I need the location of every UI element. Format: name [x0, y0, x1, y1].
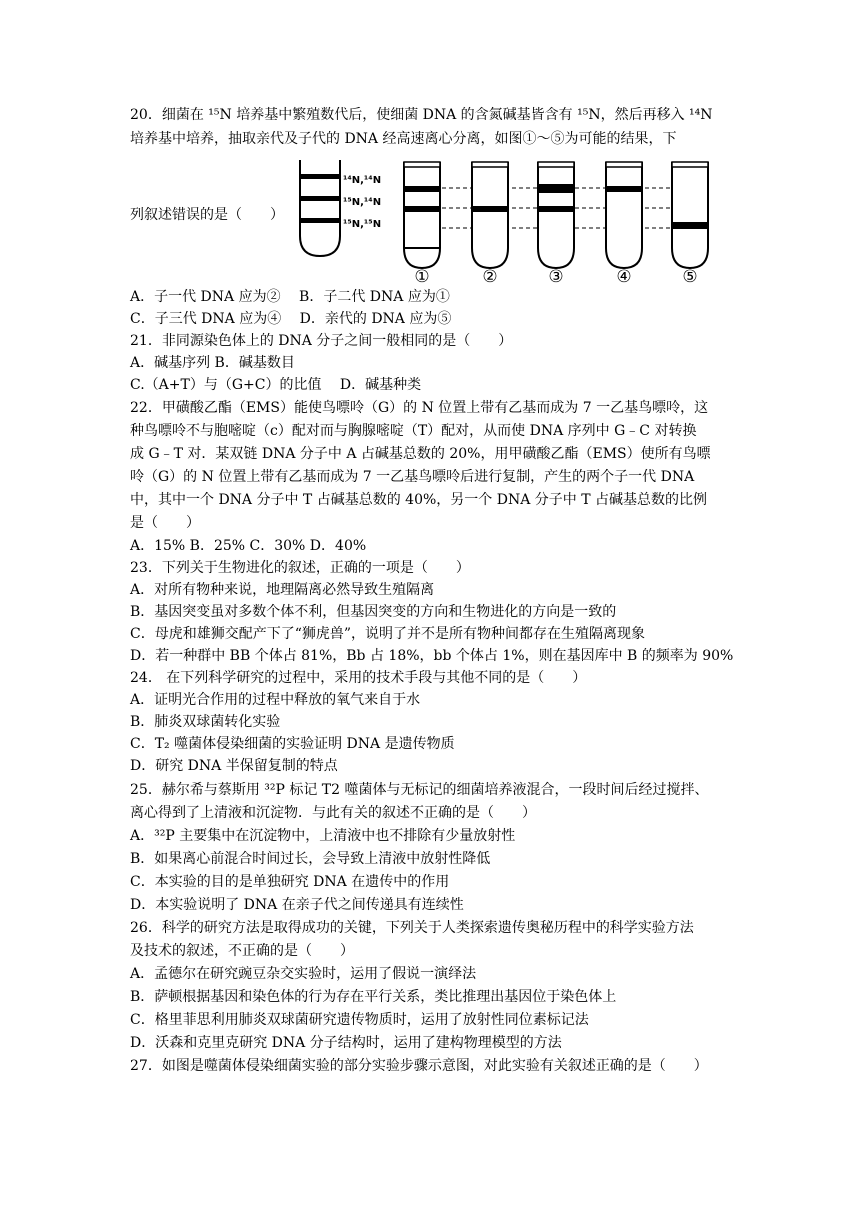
q23-option-c: C．母虎和雄狮交配产下了“狮虎兽”，说明了并不是所有物种间都存在生殖隔离现象 — [130, 626, 646, 642]
q25-line-2: 离心得到了上清液和沉淀物．与此有关的叙述不正确的是（ ） — [130, 805, 536, 821]
band-15n14n — [300, 196, 340, 201]
q24-option-d: D．研究 DNA 半保留复制的特点 — [130, 758, 338, 774]
q25-option-d: D．本实验说明了 DNA 在亲子代之间传递具有连续性 — [130, 897, 464, 913]
q26-option-a: A．孟德尔在研究豌豆杂交实验时，运用了假说一演绎法 — [130, 966, 477, 982]
tube-label-5: ⑤ — [682, 267, 698, 284]
band-15n15n — [300, 218, 340, 223]
q27-stem: 27．如图是噬菌体侵染细菌实验的部分实验步骤示意图，对此实验有关叙述正确的是（ ） — [130, 1058, 708, 1074]
band-label-3: ¹⁵N,¹⁵N — [343, 219, 382, 230]
tube-2 — [472, 162, 508, 268]
q26-option-c: C．格里菲思利用肺炎双球菌研究遗传物质时，运用了放射性同位素标记法 — [130, 1012, 589, 1028]
q23-stem: 23．下列关于生物进化的叙述，正确的一项是（ ） — [130, 560, 470, 576]
dna-centrifuge-figure — [290, 158, 720, 284]
tube-label-1: ① — [414, 267, 430, 284]
q25-line-1: 25．赫尔希与蔡斯用 ³²P 标记 T2 噬菌体与无标记的细菌培养液混合，一段时间后经过搅拌、 — [130, 782, 709, 798]
q22-options: A．15% B．25% C．30% D．40% — [130, 538, 367, 554]
q22-line-6: 是（ ） — [130, 515, 200, 531]
band-label-1: ¹⁴N,¹⁴N — [343, 175, 382, 186]
q22-line-1: 22．甲磺酸乙酯（EMS）能使鸟嘌呤（G）的 N 位置上带有乙基而成为 7 一乙基鸟嘌呤，这 — [130, 400, 709, 416]
q21-options-cd: C.（A+T）与（G+C）的比值 D．碱基种类 — [130, 377, 422, 393]
tube-label-3: ③ — [548, 267, 564, 284]
q20-stem-line-3: 列叙述错误的是（ ） — [130, 207, 284, 223]
reference-tube — [300, 160, 381, 256]
q21-stem: 21．非同源染色体上的 DNA 分子之间一般相同的是（ ） — [130, 333, 513, 349]
q26-line-2: 及技术的叙述，不正确的是（ ） — [130, 943, 354, 959]
q20-stem-line-2: 培养基中培养，抽取亲代及子代的 DNA 经高速离心分离，如图①～⑤为可能的结果，下 — [130, 131, 677, 147]
tube-1 — [404, 162, 440, 268]
q24-stem: 24． 在下列科学研究的过程中，采用的技术手段与其他不同的是（ ） — [130, 670, 587, 686]
q25-option-b: B．如果离心前混合时间过长，会导致上清液中放射性降低 — [130, 851, 491, 867]
q26-line-1: 26．科学的研究方法是取得成功的关键，下列关于人类探索遗传奥秘历程中的科学实验方法 — [130, 920, 694, 936]
q22-line-4: 呤（G）的 N 位置上带有乙基而成为 7 一乙基鸟嘌呤后进行复制，产生的两个子一代 DNA — [130, 469, 695, 485]
q22-line-5: 中，其中一个 DNA 分子中 T 占碱基总数的 40%，另一个 DNA 分子中 T 占碱基总数的比例 — [130, 492, 708, 508]
q23-option-d: D．若一种群中 BB 个体占 81%，Bb 占 18%，bb 个体占 1%，则在基因库中 B 的频率为 90% — [130, 648, 734, 664]
q24-option-c: C．T₂ 噬菌体侵染细菌的实验证明 DNA 是遗传物质 — [130, 736, 455, 752]
q25-option-c: C．本实验的目的是单独研究 DNA 在遗传中的作用 — [130, 874, 450, 890]
q26-option-b: B．萨顿根据基因和染色体的行为存在平行关系，类比推理出基因位于染色体上 — [130, 989, 617, 1005]
q25-option-a: A．³²P 主要集中在沉淀物中，上清液中也不排除有少量放射性 — [130, 828, 516, 844]
q20-options-cd: C．子三代 DNA 应为④ D．亲代的 DNA 应为⑤ — [130, 311, 452, 327]
tube-3 — [538, 162, 574, 268]
tube-label-2: ② — [482, 267, 498, 284]
q24-option-a: A．证明光合作用的过程中释放的氧气来自于水 — [130, 692, 421, 708]
tube-label-4: ④ — [616, 267, 632, 284]
q21-options-ab: A．碱基序列 B．碱基数目 — [130, 355, 295, 371]
tube-4 — [606, 162, 642, 268]
q23-option-a: A．对所有物种来说，地理隔离必然导致生殖隔离 — [130, 582, 435, 598]
tube-5 — [672, 162, 708, 268]
q20-stem-line-1: 20．细菌在 ¹⁵N 培养基中繁殖数代后，使细菌 DNA 的含氮碱基皆含有 ¹⁵N，然后再移入 ¹⁴N — [130, 107, 713, 123]
q20-options-ab: A．子一代 DNA 应为② B．子二代 DNA 应为① — [130, 289, 450, 305]
q24-option-b: B．肺炎双球菌转化实验 — [130, 714, 281, 730]
q22-line-3: 成 G﹣T 对．某双链 DNA 分子中 A 占碱基总数的 20%，用甲磺酸乙酯（EMS）使所有鸟嘌 — [130, 446, 711, 462]
band-label-2: ¹⁵N,¹⁴N — [343, 197, 382, 208]
band-14n14n — [300, 174, 340, 179]
q22-line-2: 种鸟嘌呤不与胞嘧啶（c）配对而与胸腺嘧啶（T）配对，从而使 DNA 序列中 G﹣C 对转换 — [130, 423, 697, 439]
q26-option-d: D．沃森和克里克研究 DNA 分子结构时，运用了建构物理模型的方法 — [130, 1035, 562, 1051]
q23-option-b: B．基因突变虽对多数个体不利，但基因突变的方向和生物进化的方向是一致的 — [130, 604, 617, 620]
